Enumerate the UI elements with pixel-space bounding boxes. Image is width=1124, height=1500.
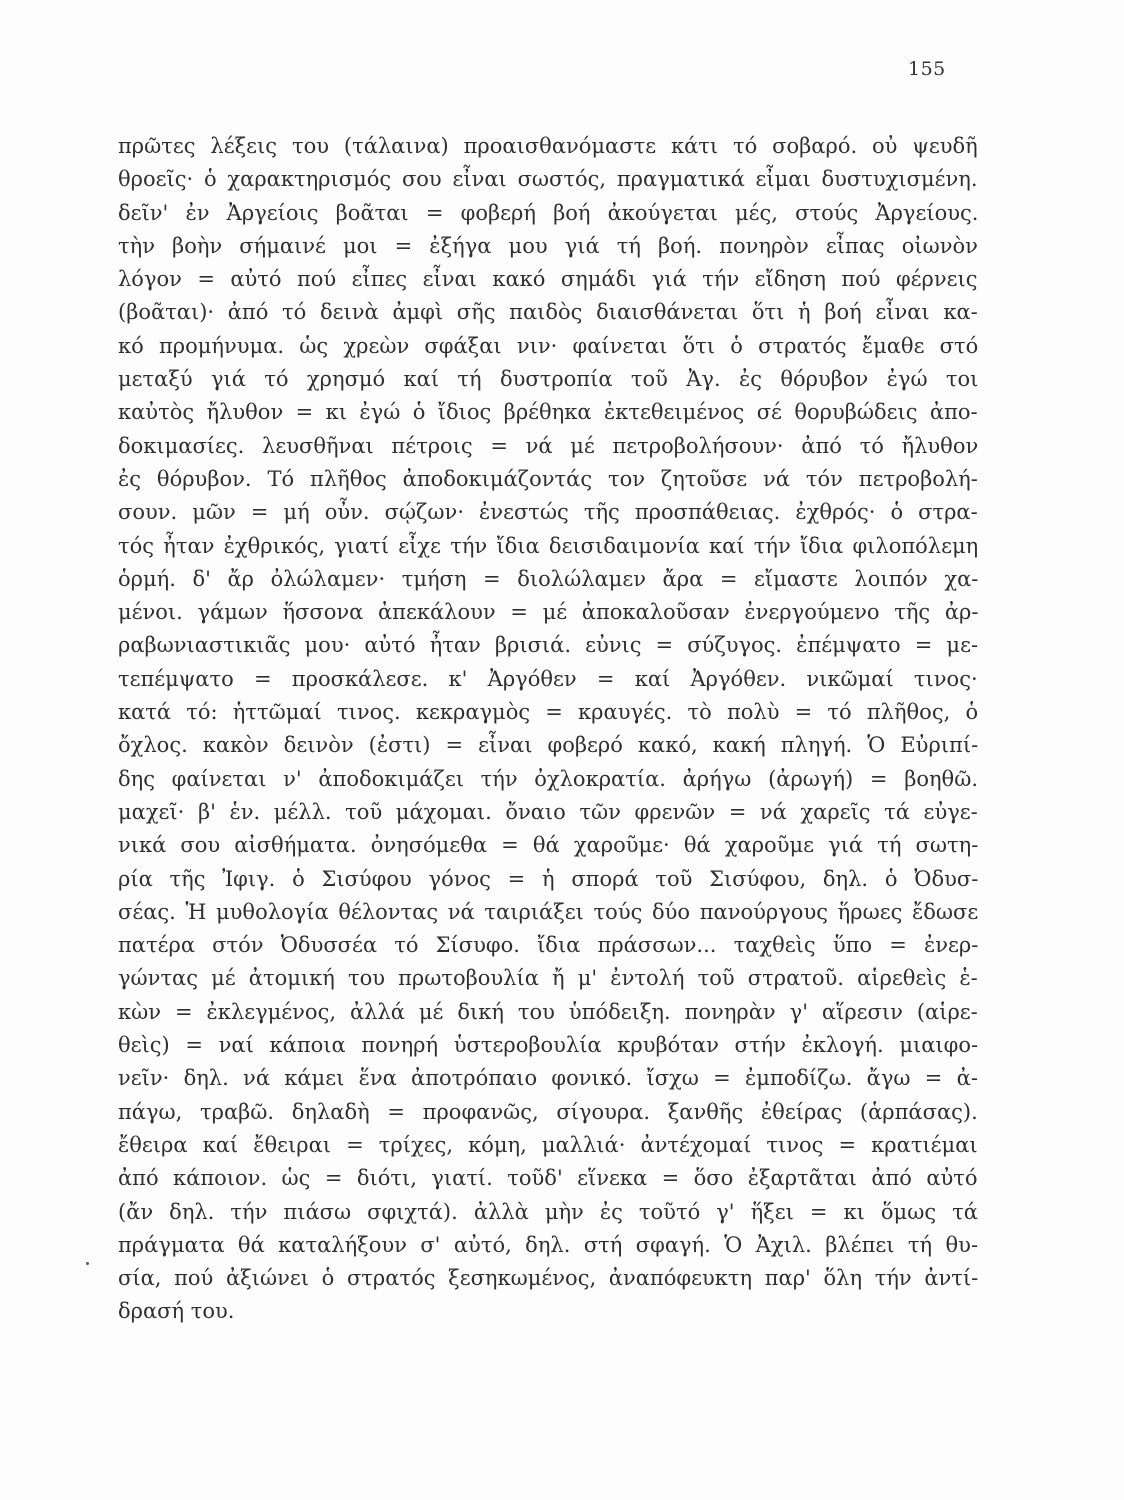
text-line: δοκιμασίες. λευσθῆναι πέτροις = νά μέ πετροβολήσουν· ἀπό τό ἤλυθον bbox=[118, 433, 978, 458]
text-line: πατέρα στόν Ὀδυσσέα τό Σίσυφο. ἴδια πράσσων... ταχθεὶς ὕπο = ἐνερ- bbox=[118, 933, 978, 958]
text-line: δεῖν' ἐν Ἀργείοις βοᾶται = φοβερή βοή ἀκούγεται μές, στούς Ἀργείους. bbox=[118, 200, 978, 225]
text-line: καὐτὸς ἤλυθον = κι ἐγώ ὁ ἴδιος βρέθηκα ἐκτεθειμένος σέ θορυβώδεις ἀπο- bbox=[118, 400, 978, 425]
text-line: γώντας μέ ἀτομική του πρωτοβουλία ἤ μ' ἐντολή τοῦ στρατοῦ. αἱρεθεὶς ἑ- bbox=[118, 966, 978, 991]
text-line: κὼν = ἐκλεγμένος, ἀλλά μέ δική του ὑπόδειξη. πονηρὰν γ' αἵρεσιν (αἱρε- bbox=[118, 999, 978, 1024]
text-line: πάγω, τραβῶ. δηλαδὴ = προφανῶς, σίγουρα. ξανθῆς ἐθείρας (ἁρπάσας). bbox=[118, 1099, 978, 1124]
margin-mark bbox=[86, 1262, 89, 1265]
text-line: σία, πού ἀξιώνει ὁ στρατός ξεσηκωμένος, ἀναπόφευκτη παρ' ὅλη τήν ἀντί- bbox=[118, 1266, 978, 1291]
text-line: λόγον = αὐτό πού εἶπες εἶναι κακό σημάδι γιά τήν εἴδηση πού φέρνεις bbox=[118, 267, 978, 292]
text-line: νεῖν· δηλ. νά κάμει ἕνα ἀποτρόπαιο φονικό. ἴσχω = ἐμποδίζω. ἄγω = ἀ- bbox=[118, 1066, 978, 1091]
text-line: νικά σου αἰσθήματα. ὀνησόμεθα = θά χαροῦμε· θά χαροῦμε γιά τή σωτη- bbox=[118, 833, 978, 858]
text-line: μαχεῖ· β' ἑν. μέλλ. τοῦ μάχομαι. ὄναιο τῶν φρενῶν = νά χαρεῖς τά εὐγε- bbox=[118, 799, 978, 824]
text-line: ὄχλος. κακὸν δεινὸν (ἐστι) = εἶναι φοβερό κακό, κακή πληγή. Ὁ Εὐριπί- bbox=[118, 733, 978, 758]
text-line: τὴν βοὴν σήμαινέ μοι = ἐξήγα μου γιά τή βοή. πονηρὸν εἶπας οἰωνὸν bbox=[118, 233, 978, 258]
text-line: ἔθειρα καί ἔθειραι = τρίχες, κόμη, μαλλιά· ἀντέχομαί τινος = κρατιέμαι bbox=[118, 1132, 978, 1157]
text-line: μεταξύ γιά τό χρησμό καί τή δυστροπία τοῦ Ἀγ. ἐς θόρυβον ἐγώ τοι bbox=[118, 367, 978, 392]
text-line: ἐς θόρυβον. Τό πλῆθος ἀποδοκιμάζοντάς τον ζητοῦσε νά τόν πετροβολή- bbox=[118, 466, 978, 491]
text-line: μένοι. γάμων ἥσσονα ἀπεκάλουν = μέ ἀποκαλοῦσαν ἐνεργούμενο τῆς ἀρ- bbox=[118, 600, 978, 625]
text-line: ὁρμή. δ' ἄρ ὀλώλαμεν· τμήση = διολώλαμεν ἄρα = εἴμαστε λοιπόν χα- bbox=[118, 566, 978, 591]
text-line: θεὶς) = ναί κάποια πονηρή ὑστεροβουλία κρυβόταν στήν ἐκλογή. μιαιφο- bbox=[118, 1033, 978, 1058]
text-line: δης φαίνεται ν' ἀποδοκιμάζει τήν ὀχλοκρατία. ἀρήγω (ἀρωγή) = βοηθῶ. bbox=[118, 766, 978, 791]
text-line: ραβωνιαστικιᾶς μου· αὐτό ἦταν βρισιά. εὐνις = σύζυγος. ἐπέμψατο = με- bbox=[118, 633, 978, 658]
text-line: (ἄν δηλ. τήν πιάσω σφιχτά). ἀλλὰ μὴν ἐς τοῦτό γ' ἥξει = κι ὅμως τά bbox=[118, 1199, 978, 1224]
text-line: σέας. Ἡ μυθολογία θέλοντας νά ταιριάξει τούς δύο πανούργους ἥρωες ἔδωσε bbox=[118, 899, 978, 924]
text-line: τεπέμψατο = προσκάλεσε. κ' Ἀργόθεν = καί Ἀργόθεν. νικῶμαί τινος· bbox=[118, 666, 978, 691]
text-line: ρία τῆς Ἰφιγ. ὁ Σισύφου γόνος = ἡ σπορά τοῦ Σισύφου, δηλ. ὁ Ὀδυσ- bbox=[118, 866, 978, 891]
commentary-text bbox=[118, 130, 978, 1329]
text-line: κατά τό: ἡττῶμαί τινος. κεκραγμὸς = κραυγές. τὸ πολὺ = τό πλῆθος, ὁ bbox=[118, 700, 978, 725]
text-line: ἀπό κάποιον. ὡς = διότι, γιατί. τοῦδ' εἵνεκα = ὅσο ἐξαρτᾶται ἀπό αὐτό bbox=[118, 1166, 978, 1191]
text-line: δρασή του. bbox=[118, 1299, 235, 1324]
text-line: κό προμήνυμα. ὡς χρεὼν σφάξαι νιν· φαίνεται ὅτι ὁ στρατός ἔμαθε στό bbox=[118, 333, 978, 358]
text-line: πρῶτες λέξεις του (τάλαινα) προαισθανόμαστε κάτι τό σοβαρό. οὐ ψευδῆ bbox=[118, 134, 978, 158]
page-number: 155 bbox=[908, 58, 946, 80]
text-line: (βοᾶται)· ἀπό τό δεινὰ ἀμφὶ σῆς παιδὸς διαισθάνεται ὅτι ἡ βοή εἶναι κα- bbox=[118, 300, 978, 325]
text-line: θροεῖς· ὁ χαρακτηρισμός σου εἶναι σωστός, πραγματικά εἶμαι δυστυχισμένη. bbox=[118, 167, 978, 192]
text-line: πράγματα θά καταλήξουν σ' αὐτό, δηλ. στή σφαγή. Ὁ Ἀχιλ. βλέπει τή θυ- bbox=[118, 1232, 978, 1257]
text-line: τός ἦταν ἐχθρικός, γιατί εἶχε τήν ἴδια δεισιδαιμονία καί τήν ἴδια φιλοπόλεμη bbox=[118, 533, 978, 558]
text-line: σουν. μῶν = μή οὖν. σῴζων· ἐνεστώς τῆς προσπάθειας. ἐχθρός· ὁ στρα- bbox=[118, 500, 978, 525]
